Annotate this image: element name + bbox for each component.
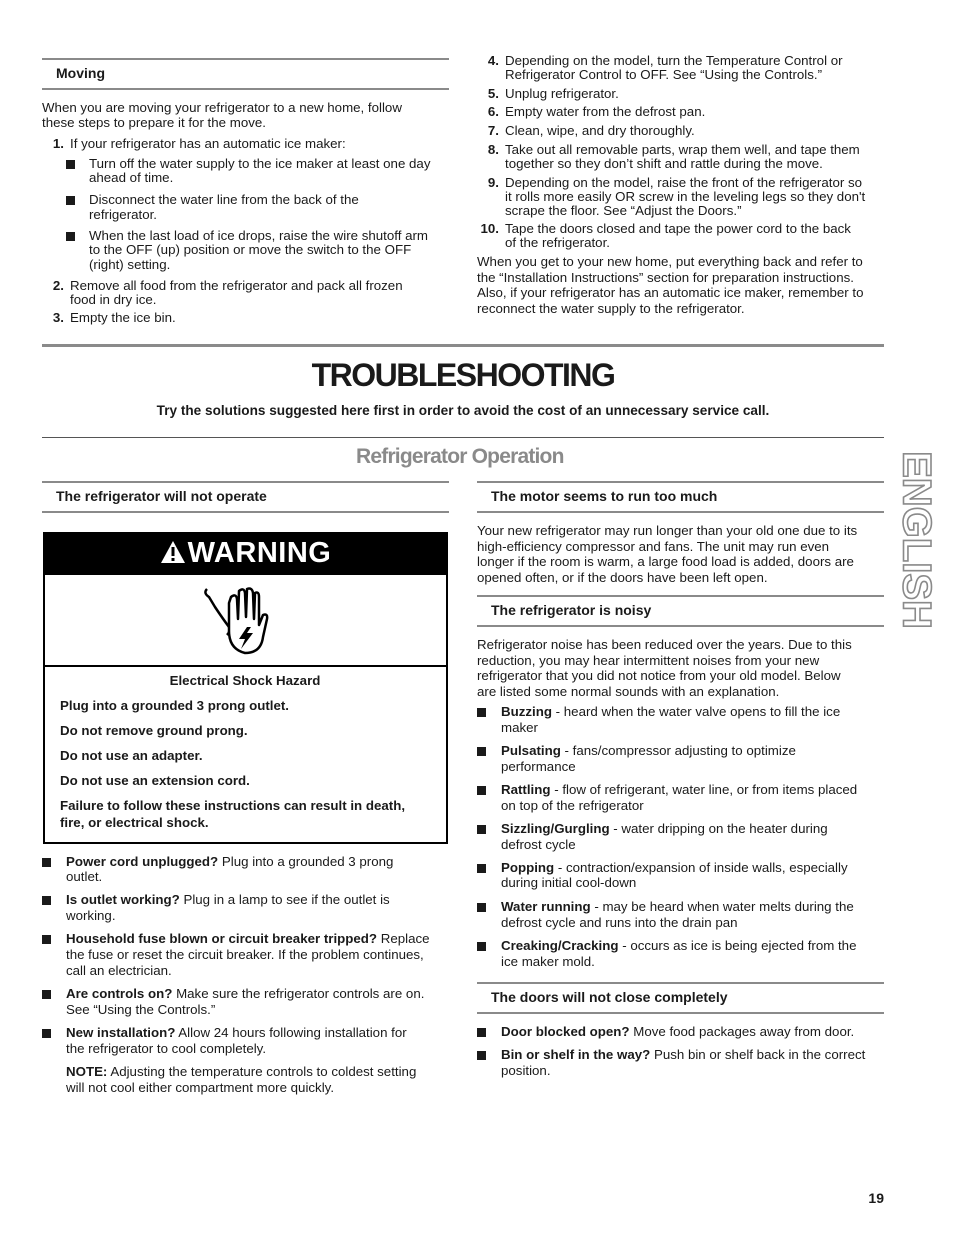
bullet-icon	[477, 825, 486, 834]
bullet-text: Disconnect the water line from the back of the	[89, 192, 359, 207]
bullet-text: Turn off the water supply to the ice maker at least one day	[89, 156, 431, 171]
moving-outro-line: the “Installation Instructions” section for preparation instructions.	[477, 270, 854, 285]
noise-line: ice maker mold.	[501, 954, 595, 969]
step-text: food in dry ice.	[70, 292, 157, 307]
noise-line: Water running - may be heard when water melts during the	[501, 899, 854, 914]
bullet-icon	[42, 896, 51, 905]
bullet-text: When the last load of ice drops, raise the wire shutoff arm	[89, 228, 428, 243]
moving-outro-line: reconnect the water supply to the refrigerator.	[477, 301, 745, 316]
step-text: Tape the doors closed and tape the power cord to the back	[505, 221, 851, 236]
warning-line: fire, or electrical shock.	[60, 815, 209, 830]
page-number: 19	[868, 1190, 884, 1206]
bullet-icon	[477, 864, 486, 873]
tip-line: call an electrician.	[66, 963, 172, 978]
noise-line: Creaking/Cracking - occurs as ice is being ejected from the	[501, 938, 857, 953]
electrical-shock-hand-icon	[201, 583, 273, 659]
step-text: together so they don’t shift and rattle during the move.	[505, 156, 823, 171]
moving-outro-line: Also, if your refrigerator has an automatic ice maker, remember to	[477, 285, 864, 300]
noise-line: Buzzing - heard when the water valve opens to fill the ice	[501, 704, 841, 719]
bullet-icon	[477, 903, 486, 912]
note-line: NOTE: Adjusting the temperature controls to coldest setting	[66, 1064, 417, 1079]
tip-line: Power cord unplugged? Plug into a grounded 3 prong	[66, 854, 394, 869]
language-tab-label: ENGLISH	[894, 451, 939, 629]
note-line: will not cool either compartment more quickly.	[66, 1080, 335, 1095]
step-number: 4.	[487, 53, 499, 68]
step-text: scrape the floor. See “Adjust the Doors.”	[505, 203, 742, 218]
noisy-line: are listed some normal sounds with an explanation.	[477, 684, 780, 699]
step-number: 7.	[487, 123, 499, 138]
warning-line: Do not use an extension cord.	[60, 773, 250, 788]
bullet-text: to the OFF (up) position or move the switch to the OFF	[89, 242, 412, 257]
tip-line: the fuse or reset the circuit breaker. If the problem continues,	[66, 947, 424, 962]
step-text: If your refrigerator has an automatic ice maker:	[70, 136, 346, 151]
doors-line: Bin or shelf in the way? Push bin or shelf back in the correct	[501, 1047, 866, 1062]
bullet-text: refrigerator.	[89, 207, 157, 222]
language-tab	[889, 450, 939, 630]
step-number: 8.	[487, 142, 499, 157]
noise-line: defrost cycle and runs into the drain pan	[501, 915, 738, 930]
not-operate-heading: The refrigerator will not operate	[56, 488, 267, 504]
warning-line: Do not use an adapter.	[60, 748, 203, 763]
rule	[477, 1012, 884, 1014]
rule	[42, 344, 884, 347]
step-text: Refrigerator Control to OFF. See “Using the Controls.”	[505, 67, 823, 82]
noise-line: Pulsating - fans/compressor adjusting to optimize	[501, 743, 796, 758]
step-number: 1.	[52, 136, 64, 151]
noise-line: Popping - contraction/expansion of inside walls, especially	[501, 860, 848, 875]
motor-line: opened often, or if the doors have been left open.	[477, 570, 768, 585]
bullet-icon	[42, 858, 51, 867]
tip-line: working.	[66, 908, 116, 923]
noise-line: defrost cycle	[501, 837, 576, 852]
step-text: Unplug refrigerator.	[505, 86, 619, 101]
rule	[477, 625, 884, 627]
rule	[477, 982, 884, 984]
bullet-icon	[477, 747, 486, 756]
step-number: 5.	[487, 86, 499, 101]
bullet-icon	[42, 935, 51, 944]
hazard-title: Electrical Shock Hazard	[169, 673, 321, 688]
section-title: Refrigerator Operation	[356, 445, 564, 468]
bullet-icon	[66, 196, 75, 205]
tip-line: See “Using the Controls.”	[66, 1002, 216, 1017]
motor-heading: The motor seems to run too much	[491, 488, 718, 504]
moving-intro-line: When you are moving your refrigerator to a new home, follow	[42, 100, 402, 115]
warning-line: Do not remove ground prong.	[60, 723, 248, 738]
noisy-line: Refrigerator noise has been reduced over the years. Due to this	[477, 637, 852, 652]
bullet-icon	[477, 786, 486, 795]
rule	[42, 437, 884, 438]
step-text: Empty the ice bin.	[70, 310, 176, 325]
bullet-icon	[66, 160, 75, 169]
bullet-icon	[42, 990, 51, 999]
bullet-text: (right) setting.	[89, 257, 171, 272]
step-text: of the refrigerator.	[505, 235, 610, 250]
rule	[477, 481, 884, 483]
bullet-icon	[477, 942, 486, 951]
noise-line: on top of the refrigerator	[501, 798, 644, 813]
noisy-heading: The refrigerator is noisy	[491, 602, 652, 618]
doors-line: position.	[501, 1063, 551, 1078]
step-text: Empty water from the defrost pan.	[505, 104, 706, 119]
step-text: Take out all removable parts, wrap them well, and tape them	[505, 142, 860, 157]
step-number: 10.	[480, 221, 499, 236]
bullet-icon	[477, 1051, 486, 1060]
step-number: 6.	[487, 104, 499, 119]
rule	[42, 481, 449, 483]
step-text: Remove all food from the refrigerator and pack all frozen	[70, 278, 403, 293]
step-text: it rolls more easily OR screw in the leveling legs so they don't	[505, 189, 866, 204]
warning-header	[43, 532, 448, 575]
warning-line: Plug into a grounded 3 prong outlet.	[60, 698, 289, 713]
tip-line: Is outlet working? Plug in a lamp to see if the outlet is	[66, 892, 390, 907]
warning-label: WARNING	[187, 537, 332, 569]
rule	[42, 511, 449, 513]
tip-line: outlet.	[66, 869, 103, 884]
warning-triangle-icon	[160, 540, 186, 564]
doors-heading: The doors will not close completely	[491, 989, 728, 1005]
bullet-icon	[477, 708, 486, 717]
noise-line: performance	[501, 759, 576, 774]
motor-line: Your new refrigerator may run longer than your old one due to its	[477, 523, 858, 538]
noisy-line: reduction, you may hear intermittent noises from your new	[477, 653, 820, 668]
moving-outro-line: When you get to your new home, put everything back and refer to	[477, 254, 863, 269]
noise-line: Sizzling/Gurgling - water dripping on the heater during	[501, 821, 828, 836]
step-text: Clean, wipe, and dry thoroughly.	[505, 123, 695, 138]
tip-line: Household fuse blown or circuit breaker tripped? Replace	[66, 931, 430, 946]
noise-line: maker	[501, 720, 538, 735]
bullet-icon	[477, 1028, 486, 1037]
moving-heading: Moving	[56, 65, 105, 81]
noise-line: during initial cool-down	[501, 875, 637, 890]
noisy-line: refrigerator that you did not notice from your old model. Below	[477, 668, 841, 683]
noise-line: Rattling - flow of refrigerant, water line, or from items placed	[501, 782, 858, 797]
step-number: 2.	[52, 278, 64, 293]
rule	[42, 58, 449, 60]
bullet-icon	[66, 232, 75, 241]
tip-line: New installation? Allow 24 hours following installation for	[66, 1025, 407, 1040]
tip-line: the refrigerator to cool completely.	[66, 1041, 267, 1056]
warning-line: Failure to follow these instructions can result in death,	[60, 798, 406, 813]
motor-line: longer if the room is warm, a large food load is added, doors are	[477, 554, 854, 569]
warning-icon-area	[45, 575, 446, 667]
step-text: Depending on the model, raise the front of the refrigerator so	[505, 175, 863, 190]
page-subtitle: Try the solutions suggested here first in order to avoid the cost of an unnecessary service call.	[156, 403, 770, 418]
tip-line: Are controls on? Make sure the refrigerator controls are on.	[66, 986, 425, 1001]
step-number: 9.	[487, 175, 499, 190]
doors-line: Door blocked open? Move food packages away from door.	[501, 1024, 855, 1039]
rule	[42, 88, 449, 90]
motor-line: high-efficiency compressor and fans. The unit may run even	[477, 539, 830, 554]
bullet-text: ahead of time.	[89, 170, 174, 185]
moving-intro-line: these steps to prepare it for the move.	[42, 115, 266, 130]
rule	[477, 511, 884, 513]
step-text: Depending on the model, turn the Temperature Control or	[505, 53, 843, 68]
page-title: TROUBLESHOOTING	[311, 357, 615, 393]
bullet-icon	[42, 1029, 51, 1038]
rule	[477, 595, 884, 597]
step-number: 3.	[52, 310, 64, 325]
